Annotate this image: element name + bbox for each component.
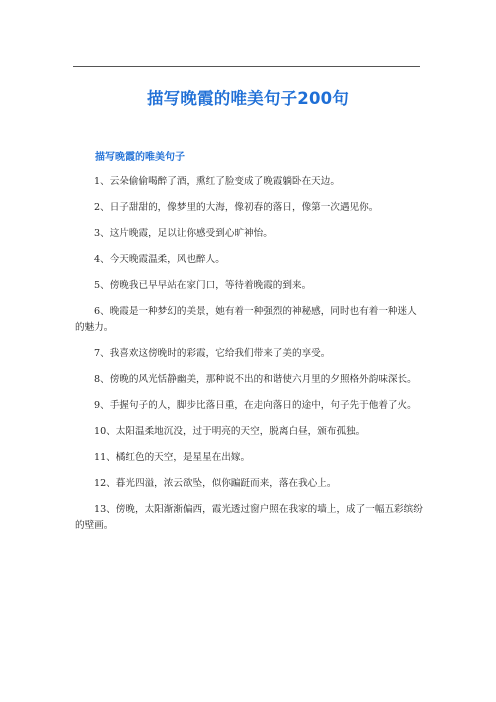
sentence-item: 11、橘红色的天空，是星星在出嫁。: [94, 452, 251, 463]
document-title: 描写晚霞的唯美句子200句: [146, 89, 350, 108]
sentence-item: 4、今天晚霞温柔，风也醉人。: [94, 254, 225, 265]
section-heading: 描写晚霞的唯美句子: [95, 152, 185, 163]
sentence-item: 3、这片晚霞，足以让你感受到心旷神怡。: [94, 228, 273, 239]
sentence-item: 1、云朵偷偷喝醉了酒，熏红了脸变成了晚霞躺卧在天边。: [94, 176, 340, 187]
sentence-item: 9、手握句子的人，脚步比落日重，在走向落日的途中，句子先于他着了火。: [94, 400, 417, 411]
sentence-item: 2、日子甜甜的，像梦里的大海，像初春的落日，像第一次遇见你。: [94, 202, 379, 213]
sentence-item: 6、晚霞是一种梦幻的美景，她有着一种强烈的神秘感，同时也有着一种迷人的魅力。: [75, 306, 417, 333]
header-rule: [73, 66, 420, 67]
sentence-list: [75, 174, 425, 544]
sentence-item: 13、傍晚，太阳渐渐偏西，霞光透过窗户照在我家的墙上，成了一幅五彩缤纷的壁画。: [75, 504, 423, 531]
sentence-item: 8、傍晚的风光恬静幽美，那种说不出的和谐使六月里的夕照格外韵味深长。: [94, 374, 417, 385]
sentence-item: 7、我喜欢这傍晚时的彩霞，它给我们带来了美的享受。: [94, 348, 331, 359]
sentence-item: 10、太阳温柔地沉没，过于明亮的天空，脱离白昼，颁布孤独。: [94, 426, 366, 437]
sentence-item: 5、傍晚我已早早站在家门口，等待着晚霞的到来。: [94, 280, 312, 291]
sentence-item: 12、暮光四溢，浓云欲坠，似你蹁跹而来，落在我心上。: [94, 478, 337, 489]
